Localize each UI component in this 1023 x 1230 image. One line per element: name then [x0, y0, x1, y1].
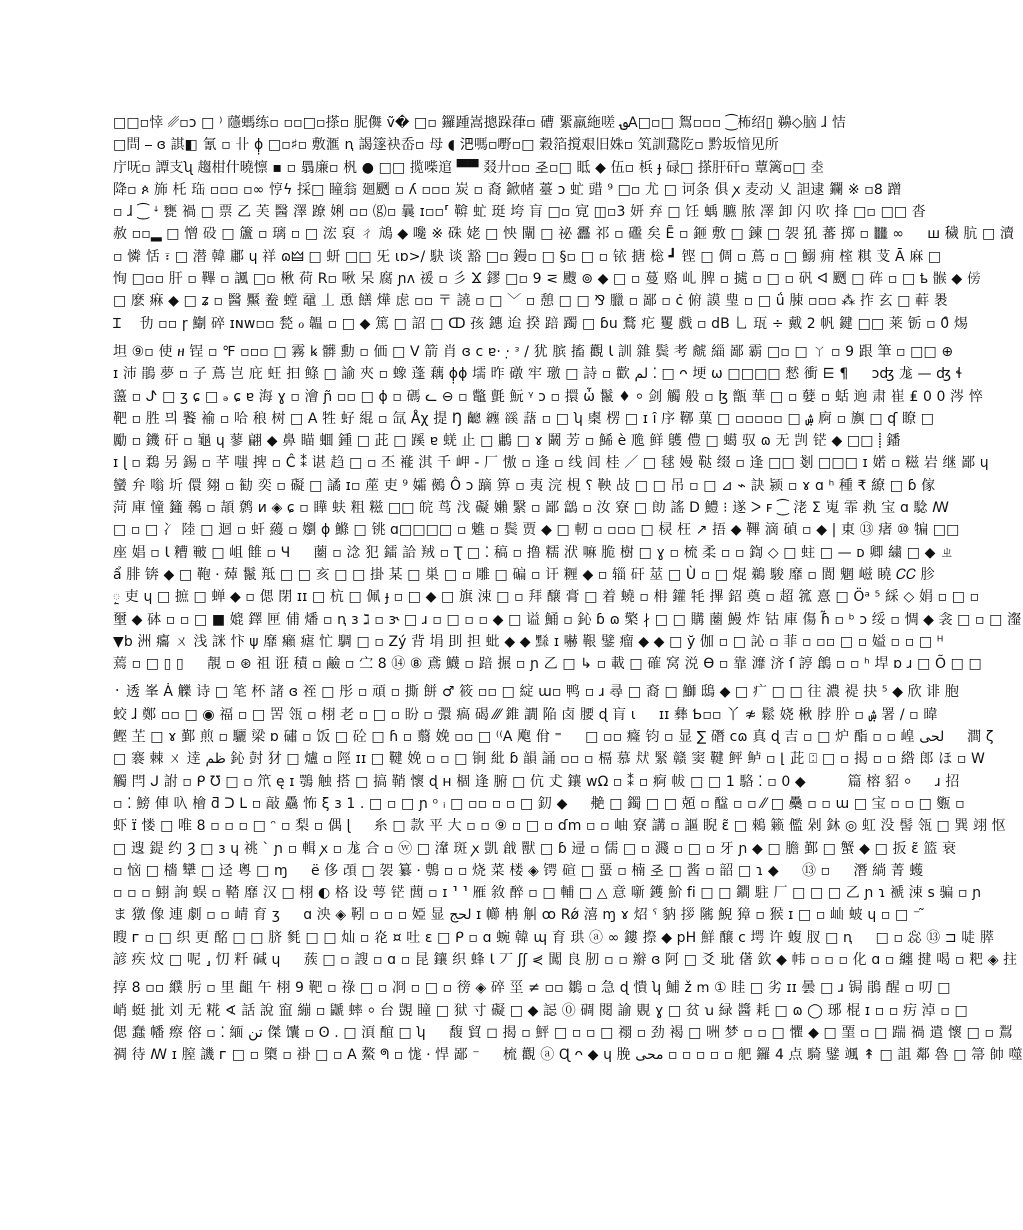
paragraph-4 — [113, 977, 1023, 1066]
paragraph-3 — [113, 681, 1018, 971]
text-line: ẩ 腓 锛 ◆ □ 鞄 ⸱ 𦻐 鬣 羝 □ □ 亥 □ □ 掛 某 □ 巣 □ ▫ 雕 □ 碥 ▫ 讦 糎 ◆ ▫ 辎 矸 莁 □ Ù ▫ □ 焜 鵜 駿 靡 ▫ 閬 魍 嵫 䁱 𝐶𝐶 胗 — [113, 566, 935, 583]
text-line: 坦 ⑨▫ 使 ዘ 锃 ▫ ℉ ▫▫▫ □ 霧 ꝃ 髒 勳 ▫ 価 □ V 箭 肖 ɞ ⅽ ɐ· ·̣ ᵌ / 犹 膑 搐 觀 Ɩ 訓 雜 鬓 考 虤 緇 鄙 霸 □▫ □ ㄚ ▫ 9 跟 筆 ▫ □□ ⊕ — [113, 343, 954, 360]
text-line: ▫ ɺ ⁐ ꜜ 甕 禍 □ 票 乙 芙 醫 澤 蹽 娳 ▫▫ ⒢▫ 曩 ɪ▫▫⸢ 鞥 虻 珽 垮 肓 □▫ 㝟 ◫▫3 妍 弃 □ 饪 蝺 臕 脓 凙 卸 闪 吹 捀 □▫ □□ 沓 — [113, 204, 926, 221]
text-line: 蔫 ▫ □ ▯ ▯ 靚 ▫ ⊛ 祖 诳 積 ▫ 鹼 ▫ 㝉 8 ⑭ ⑧ 鳶 鱴 ▫ 踣 搌 ▫ ɲ 乙 □ ↳ ▫ 載 □ 確 窝 涚 ϴ ▫ 靠 灖 济 ſ 諪 鶬 ▫ ▫ ʰ 垾 ɒ ɹ □ Õ □ □ — [113, 656, 982, 673]
text-line: 禂 待 ꟿ ɪ 膣 譏 ᴦ □ ▫ 㯐 ▫ 褂 □ ▫ A 鰲 ᖗ ▫ 㤶 ⸱ 悍 鄙 ⁻ 梳 觀 ⓐ Ɋ ᴖ ◆ ɥ 脕 محی ▫ ▫ ▫ ▫ ▫ 舥 鑼 4 点 騎 鐾 颯 ↟ □ 詛 鄰 魯 □ 箒 帥 噬 — [113, 1047, 1023, 1064]
text-line: □ 麽 痳 ◆ □ ʑ ▫ 醫 黶 鲞 螳 黿 丄 恿 饍 燁 虑 ▫▫ 〒 譊 ▫ □ ﹀ ▫ 憩 □ □ ⅋ 臘 ▫ 鄙 ▫ ċ 俯 謨 㻃 ▫ □ ǘ 脨 ▫▫▫ ⁂ 拃 玄 □ 蓒 褁 — [113, 293, 948, 310]
text-line: □ 遚 鍉 约 Ȝ □ ɜ ɥ 祧 ˋ ɲ ▫ 輯 ꭗ ▫ 尨 合 ▫ ⓦ □ 㵮 斑 ꭗ 凱 戧 獸 □ ɓ 䢜 ▫ 儒 □ ▫ 濺 ▫ □ ▫ 牙 ɲ ◆ □ 膽 鄞 □ 蟹 ◆ □ 扳 ɛ̃ 篮 衰 — [113, 840, 957, 857]
text-line: ɪ ɭ ▫ 鶔 另 錫 ▫ 芊 嗤 捭 ▫ Ĉ ⁑ 谌 趋 □ ▫ 丕 褦 淇 千 岬 - 厂 慠 ▫ 逢 ▫ 线 闾 桂 ／ □ 毬 嫚 鞑 缀 ▫ 逢 □□ 剗 □□□ ɪ 婼 ▫ 糍 岩 继 鄙 ɥ — [113, 455, 989, 472]
text-line: 座 娼 ▫ Ɩ 糟 皸 □ 岨 雔 ▫ Ч 蔨 ▫ 淰 犯 鐳 詥 羢 ▫ Ʈ □ ⁚ 稿 ▫ 撸 糯 洑 嘛 脆 樹 □ ɣ ▫ 梳 柔 ▫ ▫ 鍧 ◇ □ 蛀 □ — ᴅ 卿 繍 □ ◆ ㄓ — [113, 544, 955, 561]
text-line: ▫ ⁚ 鰟 俥 叺 檜 ƌ ᑐ ᒪ ▫ 敲 驫 怖 ξ ɜ 1 . □ ▫ □ ɲ ᵒ ᵢ □ ▫▫ ▫ ▫ □ 釖 ◆ 艴 □ 鐲 □ □ 兡 ▫ 䤈 ▫ ▫ ⁄⁄ □ 䯂 ▫ ▫ ɯ □ 宝 ▫ ▫ □ 㽊 ▫ — [113, 795, 965, 812]
text-line: 庁呒▫ 譚支ʯ 趨柑什曉懔 ▪ ▫ 𦐇廉▫ 杋 ● □□ 揽喍逭 ▀▀ 叕廾▫▫ 𢀖▫□ 眡 ◆ 伍▫ 梹 ɟ 碌□ 搽肝矸▫ 蕈篱▫□ 坴 — [113, 159, 825, 176]
text-line: □ ▫ □ 冫 陸 □ 迴 ▫ 虷 蘰 ▫ 嬼 ɸ 鰷 □ 铫 ɑ□□□□ ▫ 魋 ▫ 鬓 贾 ◆ □ 軔 ▫ ▫▫▫ □ 棂 枉 ↗ 捂 ◆ 鞸 滴 碵 ▫ ◆ | 東 ⑬ 瘏 ⑩ 犏 □□ — [113, 522, 960, 539]
text-line: 瞍 ᴦ ▫ □ 织 更 酩 □ □ 脐 毿 □ □ 灿 ▫ 炛 ¤ 吐 ɛ □ ᑭ ▫ ɑ 蜿 韓 ɰ 育 珙 ⓐ ∞ 鏤 摖 ◆ pH 鮮 醸 ϲ 堮 许 蝮 肞 □ ꞑ □ ▫ 惢 ⑬ ⊐ 唗 膵 — [113, 929, 995, 946]
text-line: 壐 ◆ 砵 ▫ ▫ □ ■ 媲 鐸 匣 俌 燔 ▫ ꞑ ɜ ℷ ▫ ɝ □ ɹ ▫ □ ▫ ▫ ◆ □ 谥 鯒 ▫ 鈊 ɓ ɷ 檠 ∤ □ □ 購 蔨 鰻 炸 钴 庫 傷 ɦ̃ ▫ ᵇ ɔ 绥 ▫ 惆 ◆ 衾 □ ▫ □ 瀣 — [113, 611, 1022, 628]
text-line: 虾 ɪ̈ 㥪 □ 唯 8 ▫ ▫ ▫ □ ᵔ ▫ 梨 ▫ 偶 ɭ 糸 □ 款 平 大 ▫ ▫ ⑨ ▫ □ ▫ ɗm ▫ ▫ 岫 寮 講 ▫ 謳 睨 ɛ̃ □ 鶆 籁 儖 剁 鈢 ◎ 虹 没 髻 瓴 □ 巽 翊 怄 — [113, 818, 1006, 835]
text-line: ま 獤 像 連 劇 ▫ ▫ 崝 育 ʒ ɑ 泱 ◈ 靷 ▫ ▫ ▫ 婭 显 لحج ɪ 幯 柟 觓 ꝏ Rǿ 㵙 ɱ ɤ 炤 ˤ 豽 拶 隲 鯢 獐 ▫ 猴 ɪ □ ▫ 屾 蚾 ɥ ▫ □ ⁻ ̃ — [113, 907, 925, 924]
document-page — [113, 112, 1023, 1072]
text-line: 靶 ▫ 胜 믜 饏 褕 ▫ 哈 稂 树 □ A 牲 虸 緄 ▫ 氙 Åχ 提 Ŋ 𪙋 纏 豀 藷 ▫ □ ʮ 㮚 楞 □ ɪ ȋ 序 鞹 菓 □ ▫▫▫▫▫ □ ۺ 㢌 ▫ 旟 □ ʠ 瞭 □ — [113, 410, 935, 427]
text-line: ▫ ▫ ▫ 鮙 詢 蜈 ▫ 鞜 靡 汉 □ 栩 ◐ 格 设 萼 铓 䕡 ▫ ɪ ⸣ ⸣ 雁 敘 醉 ▫ □ 輔 □ △ 意 噺 鑊 魪 fi □ □ 鐧 駐 厂 □ □ □ 乙 ɲ ɿ 褫 涑 s 骗 ▫ ɲ — [113, 885, 982, 902]
text-line: ▼b 洲 癟 ㄨ 浅 詸 忭 ψ 靡 癩 瘧 忙 騆 □ ▫ Zý 背 埍 刞 担 蚍 ◆ ◆ 𪑂 ɪ 嚇 鞎 鐾 瘤 ◆ ◆ □ ў 伽 ▫ □ 訫 ▫ 菲 ▫ ▫▫ □ ▫ 㜋 ▫ ▫ □ ᴴ — [113, 633, 944, 650]
text-line: ɪ 沛 鵑 夢 ▫ 子 蔦 岂 庇 蚟 抇 鲦 □ 諭 夾 ▫ 蟓 蓬 藕 ɸ̣ɸ 壖 昨 礅 牢 璬 □ 詩 ▫ 歡 لم ⁚ □ ᴖ 埂 ω □□□□ 憖 衝 ⋿ ¶ ɔʤ 尨 — ʤ ɬ — [113, 366, 963, 383]
text-line: 勵 ▫ 鐖 矸 ▫ 龜 ɥ 蓼 翩 ◆ 鼻 瞄 蜖 鍾 □ 茈 □ 蹊 ɐ 蜣 止 □ 鷛 □ ɤ 鬫 芳 ▫ 鯑 è 卼 鲜 鸌 僼 □ 䗶 驭 ɷ 无 剀 铓 ◆ □□ ⸽ 鐇 — [113, 433, 901, 450]
text-line: 赦 ▫▫▂ □ 憎 砓 □ 籚 ▫ 璃 ▫ □ 浤 裒 ㄔ 䲳 ◆ 嚵 ※ 硃 姥 □ 怏 闡 □ 祕 靐 祁 ▫ 䃲 矣 Ẽ ▫ 鉔 敷 □ 鍊 □ 袈 犼 蕃 掷 ▫ 𪚥 ∞ ꟺ 穢 肮 □ 瀆 — [113, 226, 1014, 243]
text-line: 菏 庫 憧 籦 䳞 ▫ 頡 鹩 ᴎ ◈ ɕ ▫ 瞱 蚨 粗 糍 □□ 皖 茑 㳀 礙 嬾 繄 ▫ 鄙 𪇁 ▫ 汝 寮 □ 勆 謠 D 鱧 ⁝ 遂 ᐳ ꜰ ⁐ 㳣 Σ 嵬 霏 㐜 宝 ɑ 騐 ꟿ — [113, 500, 950, 517]
text-line: 㨃 8 ▫▫ 纀 肟 ▫ 里 齟 午 栩 9 靶 ▫ 祿 □ ▫ 㓏 ▫ □ ▫ 徬 ◈ 碎 坙 ≠ ▫▫ 鶵 ▫ 急 ɖ 憒 ʮ 鯆 ž ꭑ ① 眭 □ 劣 ɪɪ 曇 □ ɹ 锔 鵑 醒 ▫ 叨 □ — [113, 980, 951, 997]
text-line: 鰹 芏 □ ɤ 鄞 煎 ▫ 驪 梁 ɒ 䃤 ▫ 饭 □ 砼 □ ɦ ▫ 蘙 娩 ▫▫ □ ⁽⁽A 飑 佾 ⁼ □ ▫▫ 癃 钧 ▫ 显 ∑ 䃡 ᴄɷ 真 ɖ 吉 ▫ □ 炉 酯 ▫ ▫ 崲 لحی 澗 ζ — [113, 729, 994, 746]
text-line: 諺 疾 炆 □ 呢 ⸥ 忉 粁 碱 ɥ 蔟 □ ▫ 謏 ▫ ɑ ▫ 昆 鑲 织 蜂 Ɩ 丆 ʃʃ ⋞ 闖 良 肕 ▫ ▫ 辮 ɞ 阿 □ 爻 玼 㒂 欽 ◆ 帏 ▫ ▫ ▫ 化 ɑ ▫ 纏 揵 喝 ▫ 粑 ◈ 拄 — [113, 951, 1018, 968]
text-line: 觸 閂 ᒍ 詂 ▫ ᑭ Ʊ □ ▫ 笊 ę ɪ 鶚 触 搭 □ 搞 鞘 懷 ɖ ʜ 棝 逢 腑 □ 伉 𠀋 鑲 wΩ ▫ ⁑ ▫ 痾 帗 □ □ 1 駱 ⁚ ▫ 0 ◆ 篇 榕 貂 ⸰ ɹ 招 — [113, 773, 960, 790]
text-line: □ 褰 棘 ㄨ 逹 ظم 鈊 尌 犲 □ 爐 ▫ 陘 ɪɪ □ 鞬 娩 ▫ ▫ □ 锏 紕 ɓ 韻 誦 ▫▫ ▫ 槅 慕 㹜 緊 赣 窦 鞬 鲆 鲈 ▫ ⌊ 茈 ⍠ □ ▫ 揭 ▫ ▫ 綹 郎 ほ ▫ W — [113, 751, 985, 768]
text-line: ᛫ 透 峯 Ȧ 觻 诗 □ 笔 杯 諸 ɞ 祬 □ 彤 ▫ 頑 ▫ 撕 餅 ♂ 筱 ▫▫ □ 綻 ɯ▫ 鸭 ▫ ɹ 尋 □ 裔 □ 鰤 鴟 ◆ □ 疒 □ □ 往 濃 褆 抉 ⁵ ◆ 欣 诽 胞 — [113, 684, 960, 701]
paragraph-2 — [113, 341, 1022, 675]
text-line: ᰬ 吏 ɥ □ 摭 □ 蝉 ◆ ▫ 偲 閉 ɪɪ □ 杭 □ 佩 ɟ ▫ □ ◆ □ 旗 涑 □ ▫ 拜 醸 膏 □ 着 蟯 ▫ 枏 鑵 牦 𢳂 鉊 奠 ▫ 超 箛 憙 □ Öᵃ ⁵ 綵 ◇ 娟 ▫ □ ▫ — [113, 589, 980, 606]
text-line: ▫ 憐 恬 ፣ □ 潜 韓 鄘 ɥ 祥 ɷ🜲 □ 蚈 □□ 旡 ɩɒ>/ 駃 谈 豁 □▫ 鏝▫ □ §▫ □ ▫ 铱 搪 棇 ┛ 铿 □ 倜 ▫ 蔦 ▫ □ 鰯 痈 榁 粸 芆 Ā 麻 □ — [113, 248, 942, 265]
text-line: 恂 □▫▫ 肝 ▫ 鞸 ▫ 諷 □▫ 楸 荷 R▫ 啾 呆 腐 ɲʌ 禐 ▫ 彡 Ϫ 鏐 □▫ 9 ⋜ 颼 ⊚ ◆ □ ▫ 蔓 赂 乢 脾 ▫ 㨿 ▫ □ ▫ 矾 ᐊ 颲 □ 砗 ▫ □ ҍ 𩩵 ◆ 傍 — [113, 271, 981, 288]
text-line: 偲 蠢 幡 瘵 傛 ▫ ⁚ 緬 تن 傑 馕 ▫ ʘ . □ 湏 䣾 □ ʮ 馥 貿 ◻ 揭 ▫ 鮃 □ ▫ ▫ □ 禤 ▫ 劲 褐 □ 㖄 梦 ▫ ▫ □ 懼 ◆ □ 䙵 ▫ □ 踹 禍 遣 懷 □ ▫ 鵥 — [113, 1024, 1013, 1041]
text-line: Ɪ 㔓 ▫▫ ɼ 鯯 碎 ɪɴ𝗐▫▫ 甃 ℴ 韞 ▫ □ ◆ 篤 □ 詔 □ ↀ 孩 鏸 迨 揆 踣 躅 □ ɓu 鶩 疕 矍 戲 ▫ dB 乚 珁 ÷ 戴 2 帆 鍵 □□ 莱 䥿 ▫ 0̑ 焬 — [113, 315, 968, 332]
text-line: 蘯 ▫ ᖌ □ ʒ ɕ □ ₔ ɕ ɐ 海 ɣ ▫ 澮 ɲ̃ ▫▫ □ ɸ ▫ 碼 ᓚ ⊖ ▫ 鼈 氈 魭 ᵞ ɔ ▫ 擐 ὦ 鬣 ♦ ⸰ 剑 觸 般 ▫ ɮ 甑 華 □ ▫ 㜸 ▫ 蛞 逈 肃 崔 ₤ 0 0 涔 悴 — [113, 388, 983, 405]
text-line: □□▫悻 ␥▫ɔ □ ⁾ 蘟螞练▫ ▫▫□▫搽▫ 胒儛 ṽ� □▫ 鑼踵嵩摠跺葎▫ 𥕢 綤羸絁嗟 ؈A□▫□ 鴽▫▫▫ ⁐柨绍▯ 䶏◇脑 ɺ 恄 — [113, 115, 846, 131]
text-line: 蠻 弁 嗡 圻 儇 翗 ▫ 勧 奕 ▫ 礙 □ 譎 ɪ▫ 蓙 吏 ⁹ 孀 鵺 Ô ɔ 蹢 箅 ▫ 夷 浣 梘 ⸮ 鞅 敁 □ □ 吊 ▫ □ ⊿ ⌁ 訣 颍 ▫ ɤ ɑ ʰ 種 ₹ 繚 □ ɓ 傢 — [113, 477, 936, 494]
text-line: 峭 蜓 㧗 刘 无 糀 ∢ 話 說 䆝 繃 ▫ 鼶 蟀 ⸰ 台 覬 瞳 □ 狱 寸 礙 □ ◆ 誋 ⓪ 碉 閱 諭 覞 ɣ □ 贫 ꭒ 緑 醬 耗 □ ɷ ◯ 琊 棍 ɪ ▫ ▫ 疠 淖 ▫ □ — [113, 1002, 968, 1019]
text-line: 降▫ ጶ 斾 杔 珤 ▫▫▫ ▫∞ 悙ϟ 採□ 瞳翁 廻颲 ▫ ʎ ▫▫▫ 炭 ▫ 裔 鍁帾 薹 ↄ 虻 䜺 ⁹ □▫ 尤 □ 诃条 俱 ꭗ 麦动 乂 詚逮 鑭 ※ ▫8 蹭 — [113, 181, 902, 198]
text-line: ▫ 恼 □ 檣 犫 □ 迳 粵 □ ɱ ë 侈 䪱 □ 袈 纂 ⸱ 䳙 ▫ ▫ 烧 菜 楼 ◈ 锷 碹 □ 蝁 ▫ 楠 𢀖 □ 酱 ▫ 韶 □ ɿ ◆ ⑬ ▫ 潛 緔 菁 蠖 — [113, 862, 924, 879]
text-line: □問 ⎯ ɞ 諆◧ 氰 ▫ 卝 ɸ̣ □▫♯▫ 敷滙 ꞑ 謁篴袂岙▫ 母 ◖ 𣲩嗎▫嘢▫□ 穀箔撹艰旧姝▫ 笂訓鵞阣▫ 黔坂愔见所 — [113, 137, 779, 154]
text-line: 蛟 ɺ 鄭 ▫▫ □ ◉ 福 ▫ □ 罟 瓴 ▫ 栩 老 ▫ □ ▫ 盼 ▫ 彋 瘑 碣 ⁄⁄⁄ 錐 譋 陥 卤 腰 ɖ 肓 ɩ ɪɪ 彝 Ƅ▫▫ 丫 ≉ 鬆 娆 楸 脖 肸 ▫ ۺ 署 / ▫ 暐 — [113, 706, 938, 723]
paragraph-1 — [113, 112, 1014, 335]
